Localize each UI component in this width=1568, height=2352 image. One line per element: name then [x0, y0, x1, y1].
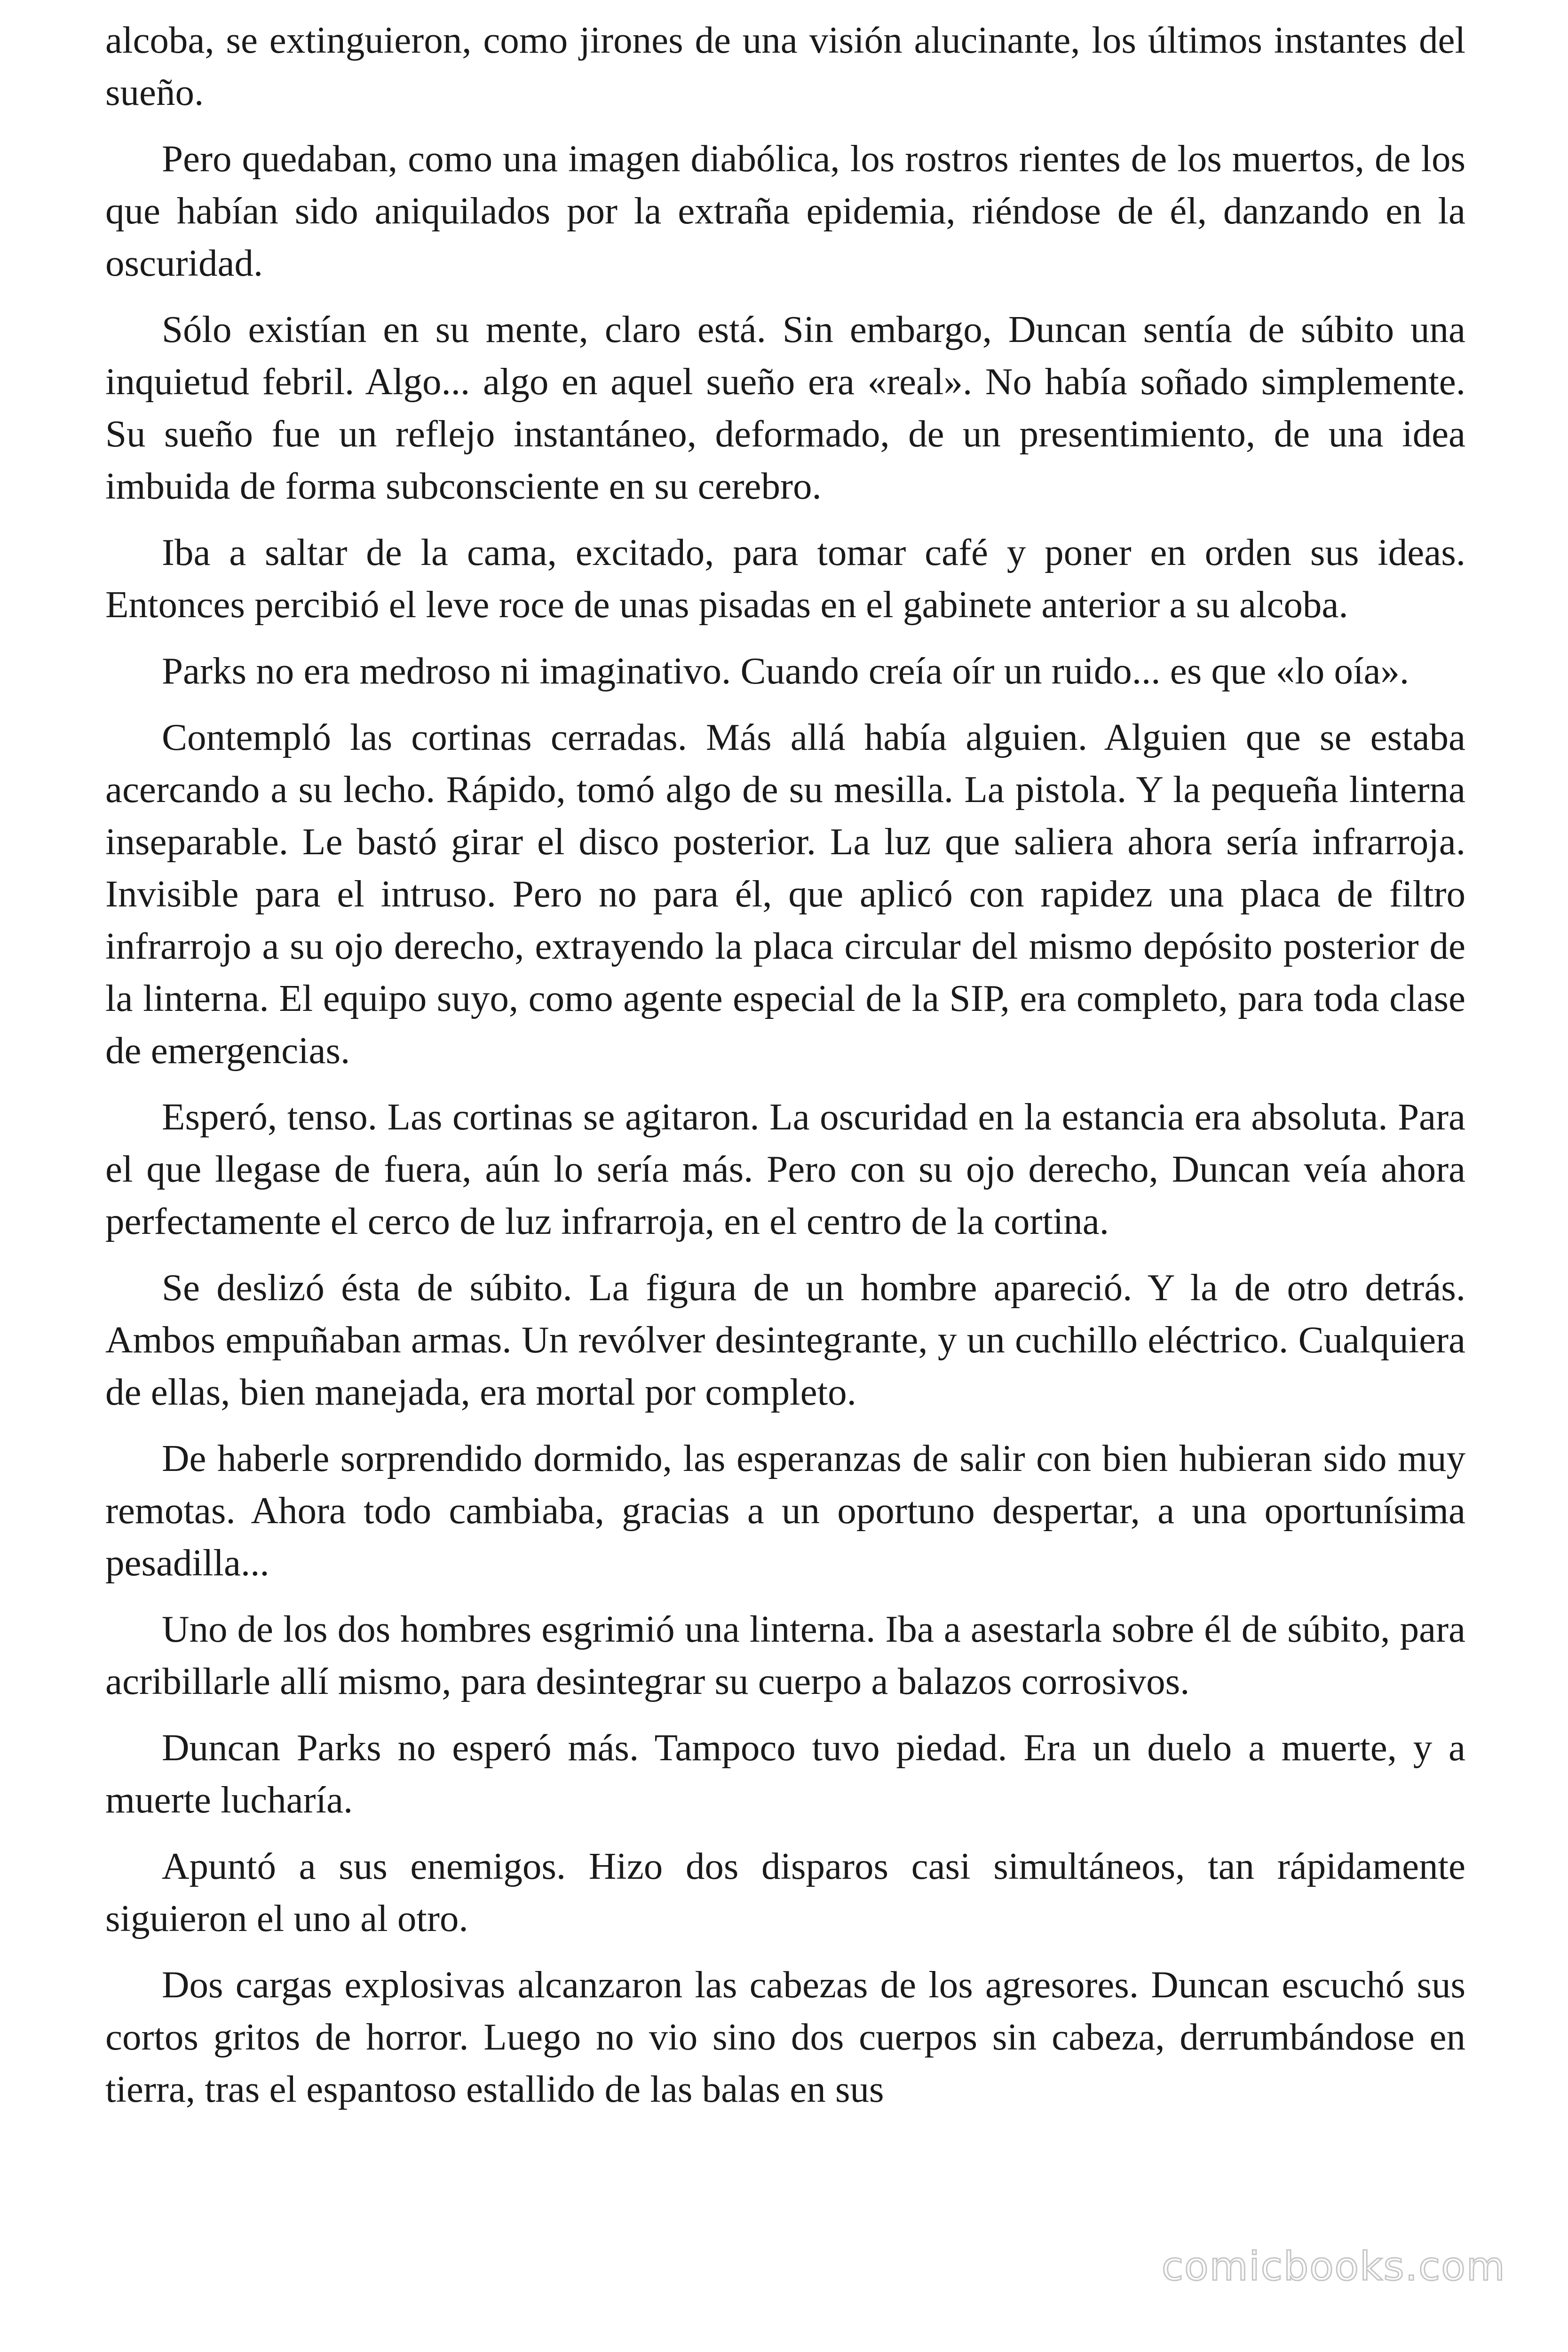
paragraph-2: Pero quedaban, como una imagen diabólica, los rostros rientes de los muertos, de los que habían sido aniquilados por la extraña epidemia, riéndose de él, danzando en la oscuridad.	[105, 137, 1465, 284]
paragraph-5: Parks no era medroso ni imaginativo. Cuando creía oír un ruido... es que «lo oía».	[162, 650, 1410, 692]
paragraph-8: Se deslizó ésta de súbito. La figura de un hombre apareció. Y la de otro detrás. Ambos empuñaban armas. Un revólver desintegrante, y un cuchillo eléctrico. Cualquiera de ellas, bien manejada, era mortal por completo.	[105, 1266, 1465, 1413]
paragraph-10: Uno de los dos hombres esgrimió una linterna. Iba a asestarla sobre él de súbito, para acribillarle allí mismo, para desintegrar su cuerpo a balazos corrosivos.	[105, 1608, 1465, 1702]
paragraph-6: Contempló las cortinas cerradas. Más allá había alguien. Alguien que se estaba acercando a su lecho. Rápido, tomó algo de su mesilla. La pistola. Y la pequeña linterna inseparable. Le bastó girar el disco posterior. La luz que saliera ahora sería infrarroja. Invisible para el intruso. Pero no para él, que aplicó con rapidez una placa de filtro infrarrojo a su ojo derecho, extrayendo la placa circular del mismo depósito posterior de la linterna. El equipo suyo, como agente especial de la SIP, era completo, para toda clase de emergencias.	[105, 716, 1465, 1072]
paragraph-11: Duncan Parks no esperó más. Tampoco tuvo piedad. Era un duelo a muerte, y a muerte lucharía.	[105, 1726, 1465, 1821]
paragraph-9: De haberle sorprendido dormido, las esperanzas de salir con bien hubieran sido muy remotas. Ahora todo cambiaba, gracias a un oportuno despertar, a una oportunísima pesadilla...	[105, 1437, 1465, 1584]
book-page	[105, 14, 1465, 2347]
paragraph-13: Dos cargas explosivas alcanzaron las cabezas de los agresores. Duncan escuchó sus cortos gritos de horror. Luego no vio sino dos cuerpos sin cabeza, derrumbándose en tierra, tras el espantoso estallido de las balas en sus	[105, 1963, 1465, 2110]
paragraph-7: Esperó, tenso. Las cortinas se agitaron. La oscuridad en la estancia era absoluta. Para el que llegase de fuera, aún lo sería más. Pero con su ojo derecho, Duncan veía ahora perfectamente el cerco de luz infrarroja, en el centro de la cortina.	[105, 1096, 1465, 1242]
paragraph-4: Iba a saltar de la cama, excitado, para tomar café y poner en orden sus ideas. Entonces percibió el leve roce de unas pisadas en el gabinete anterior a su alcoba.	[105, 531, 1465, 626]
paragraph-12: Apuntó a sus enemigos. Hizo dos disparos casi simultáneos, tan rápidamente siguieron el uno al otro.	[105, 1845, 1465, 1939]
watermark-text: comicbooks.com	[1162, 2243, 1506, 2289]
paragraph-1: alcoba, se extinguieron, como jirones de una visión alucinante, los últimos instantes del sueño.	[105, 19, 1465, 113]
paragraph-3: Sólo existían en su mente, claro está. Sin embargo, Duncan sentía de súbito una inquietud febril. Algo... algo en aquel sueño era «real». No había soñado simplemente. Su sueño fue un reflejo instantáneo, deformado, de un presentimiento, de una idea imbuida de forma subconsciente en su cerebro.	[105, 308, 1465, 507]
